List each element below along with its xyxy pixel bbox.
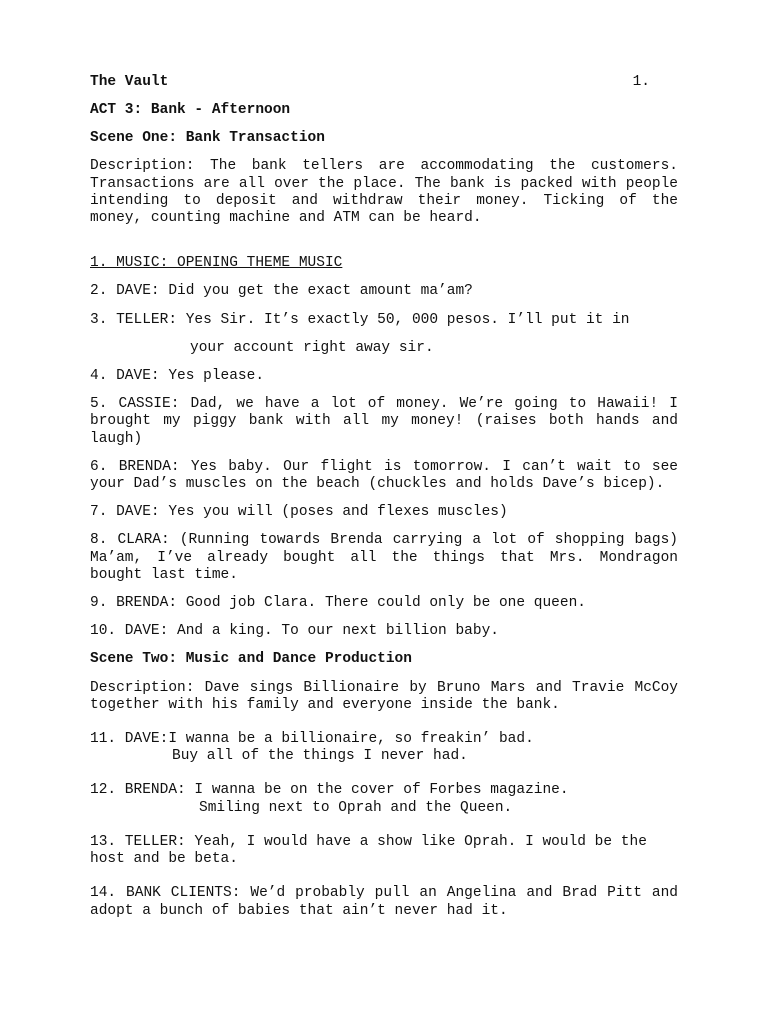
line-14-bank-clients: 14. BANK CLIENTS: We’d probably pull an Angelina and Brad Pitt and adopt a bunch of babies that ain’t never had it. <box>90 885 678 919</box>
line-8-clara: 8. CLARA: (Running towards Brenda carrying a lot of shopping bags) Ma’am, I’ve already bought all the things that Mrs. Mondragon bought last time. <box>90 532 678 583</box>
line-4-dave: 4. DAVE: Yes please. <box>90 368 265 385</box>
line-9-brenda: 9. BRENDA: Good job Clara. There could only be one queen. <box>90 595 586 612</box>
scene-two-heading: Scene Two: Music and Dance Production <box>90 651 412 668</box>
line-3-teller-continued: your account right away sir. <box>190 339 434 356</box>
line-12-brenda: 12. BRENDA: I wanna be on the cover of Forbes magazine. <box>90 782 569 799</box>
scene-two-description: Description: Dave sings Billionaire by Bruno Mars and Travie McCoy together with his family and everyone inside the bank. <box>90 679 678 713</box>
line-11-dave: 11. DAVE:I wanna be a billionaire, so freakin’ bad. <box>90 731 534 748</box>
page-number: 1. <box>632 74 650 90</box>
script-page <box>90 74 678 920</box>
line-12-brenda-continued: Smiling next to Oprah and the Queen. <box>199 799 513 816</box>
line-11-dave-continued: Buy all of the things I never had. <box>172 748 468 765</box>
line-10-dave: 10. DAVE: And a king. To our next billion baby. <box>90 623 499 640</box>
line-7-dave: 7. DAVE: Yes you will (poses and flexes muscles) <box>90 504 508 521</box>
line-3-teller: 3. TELLER: Yes Sir. It’s exactly 50, 000 pesos. I’ll put it in <box>90 311 630 328</box>
page-header <box>90 74 678 96</box>
line-13-teller: 13. TELLER: Yeah, I would have a show like Oprah. I would be the host and be beta. <box>90 833 647 868</box>
act-heading: ACT 3: Bank - Afternoon <box>90 102 291 118</box>
line-6-brenda: 6. BRENDA: Yes baby. Our flight is tomorrow. I can’t wait to see your Dad’s muscles on the beach (chuckles and holds Dave’s bicep). <box>90 458 678 493</box>
scene-one-heading: Scene One: Bank Transaction <box>90 130 325 147</box>
line-2-dave: 2. DAVE: Did you get the exact amount ma’am? <box>90 283 473 300</box>
line-5-cassie: 5. CASSIE: Dad, we have a lot of money. We’re going to Hawaii! I brought my piggy bank with all my money! (raises both hands and laugh) <box>90 396 678 447</box>
line-1-music-cue: 1. MUSIC: OPENING THEME MUSIC <box>90 255 343 272</box>
scene-one-description: Description: The bank tellers are accommodating the customers. Transactions are all over the place. The bank is packed with people intending to deposit and withdraw their money. Ticking of the money, counting machine and ATM can be heard. <box>90 158 678 227</box>
script-title: The Vault <box>90 74 169 90</box>
